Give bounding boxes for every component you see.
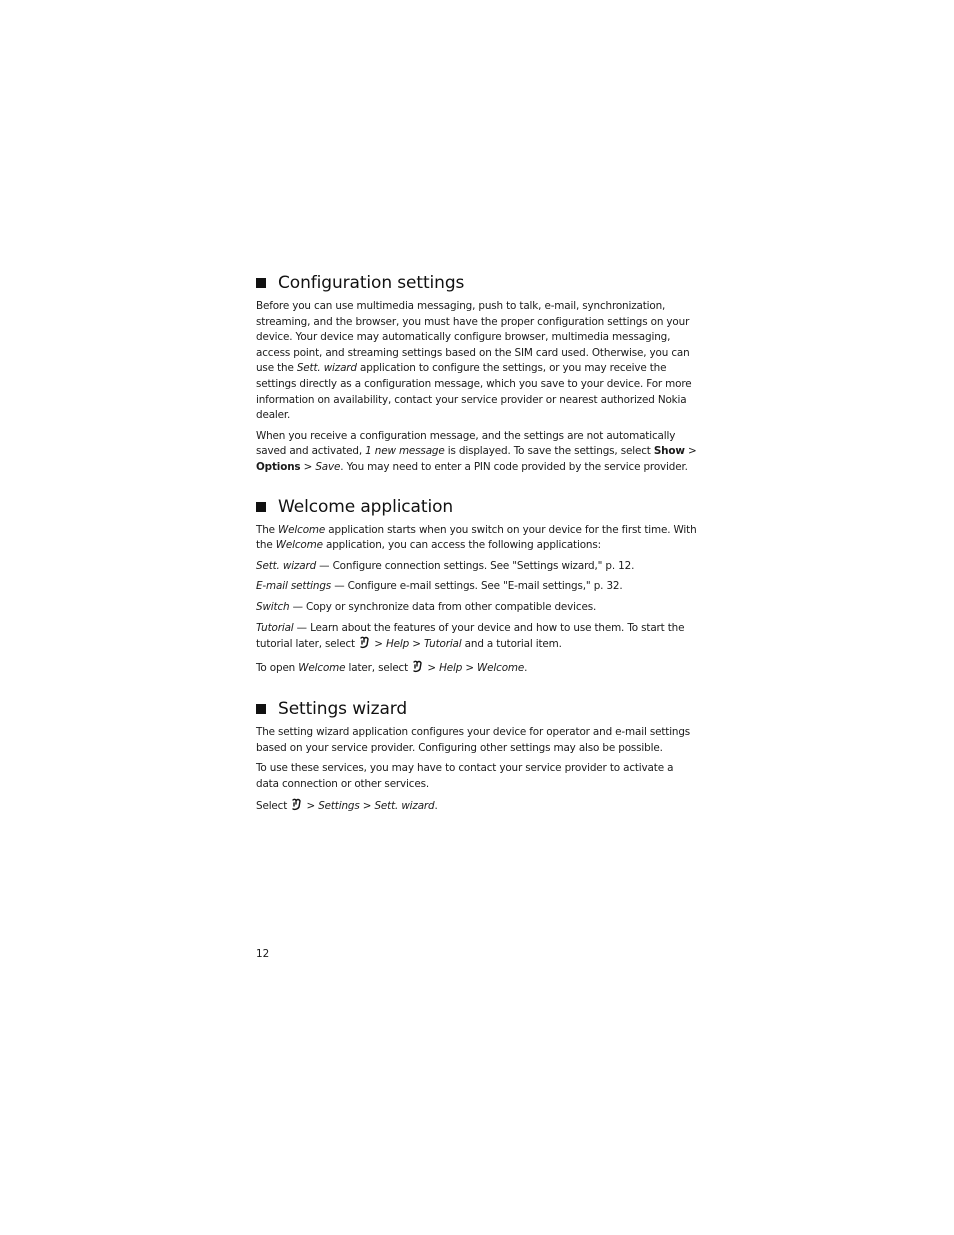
heading-settings-wizard [256,698,698,720]
welcome-item-tutorial: Tutorial — Learn about the features of your device and how to use them. To start the tutorial later, select > Help > Tutorial and a tutorial item. [256,621,698,655]
heading-text: Settings wizard [278,699,408,720]
config-paragraph-2: When you receive a configuration message, and the settings are not automatically saved and activated, 1 new message is displayed. To save the settings, select Show > Options > Save. You may need to enter a PIN code provided by the service provider. [256,429,697,473]
welcome-intro: The Welcome application starts when you switch on your device for the first time. With the Welcome application, you can access the following applications: [256,523,697,552]
config-paragraph-1: Before you can use multimedia messaging, push to talk, e-mail, synchronization, streaming, and the browser, you must have the proper configuration settings on your device. Your device may automatically configure browser, multimedia messaging, access point, and streaming settings based on the SIM card used. Otherwise, you can use the Sett. wizard application to configure the settings, or you may receive the settings directly as a configuration message, which you save to your device. For more information on availability, contact your service provider or nearest authorized Nokia dealer. [256,300,692,422]
page-number: 12 [256,948,270,960]
menu-key-icon [359,636,370,655]
section-settings-wizard [256,698,698,816]
welcome-item-sett-wizard: Sett. wizard — Configure connection settings. See "Settings wizard," p. 12. [256,559,635,572]
page-content [256,272,698,821]
bullet-square-icon [256,278,266,288]
wizard-paragraph-1: The setting wizard application configures your device for operator and e-mail settings based on your service provider. Configuring other settings may also be possible. [256,726,691,754]
heading-text: Configuration settings [278,273,465,293]
menu-key-icon [291,798,302,817]
welcome-item-switch: Switch — Copy or synchronize data from other compatible devices. [256,600,597,613]
wizard-paragraph-2: To use these services, you may have to contact your service provider to activate a data connection or other services. [256,762,674,791]
welcome-item-email-settings: E-mail settings — Configure e-mail settings. See "E-mail settings," p. 32. [256,580,623,593]
menu-key-icon [412,660,423,679]
welcome-open-instruction: To open Welcome later, select > Help > Welcome. [256,660,698,679]
heading-text: Welcome application [278,496,454,517]
heading-configuration-settings [256,272,698,294]
heading-welcome-application [256,496,698,518]
section-configuration-settings [256,272,698,476]
section-welcome-application [256,496,698,679]
wizard-select-instruction: Select > Settings > Sett. wizard. [256,798,698,817]
bullet-square-icon [256,502,266,512]
bullet-square-icon [256,704,266,714]
